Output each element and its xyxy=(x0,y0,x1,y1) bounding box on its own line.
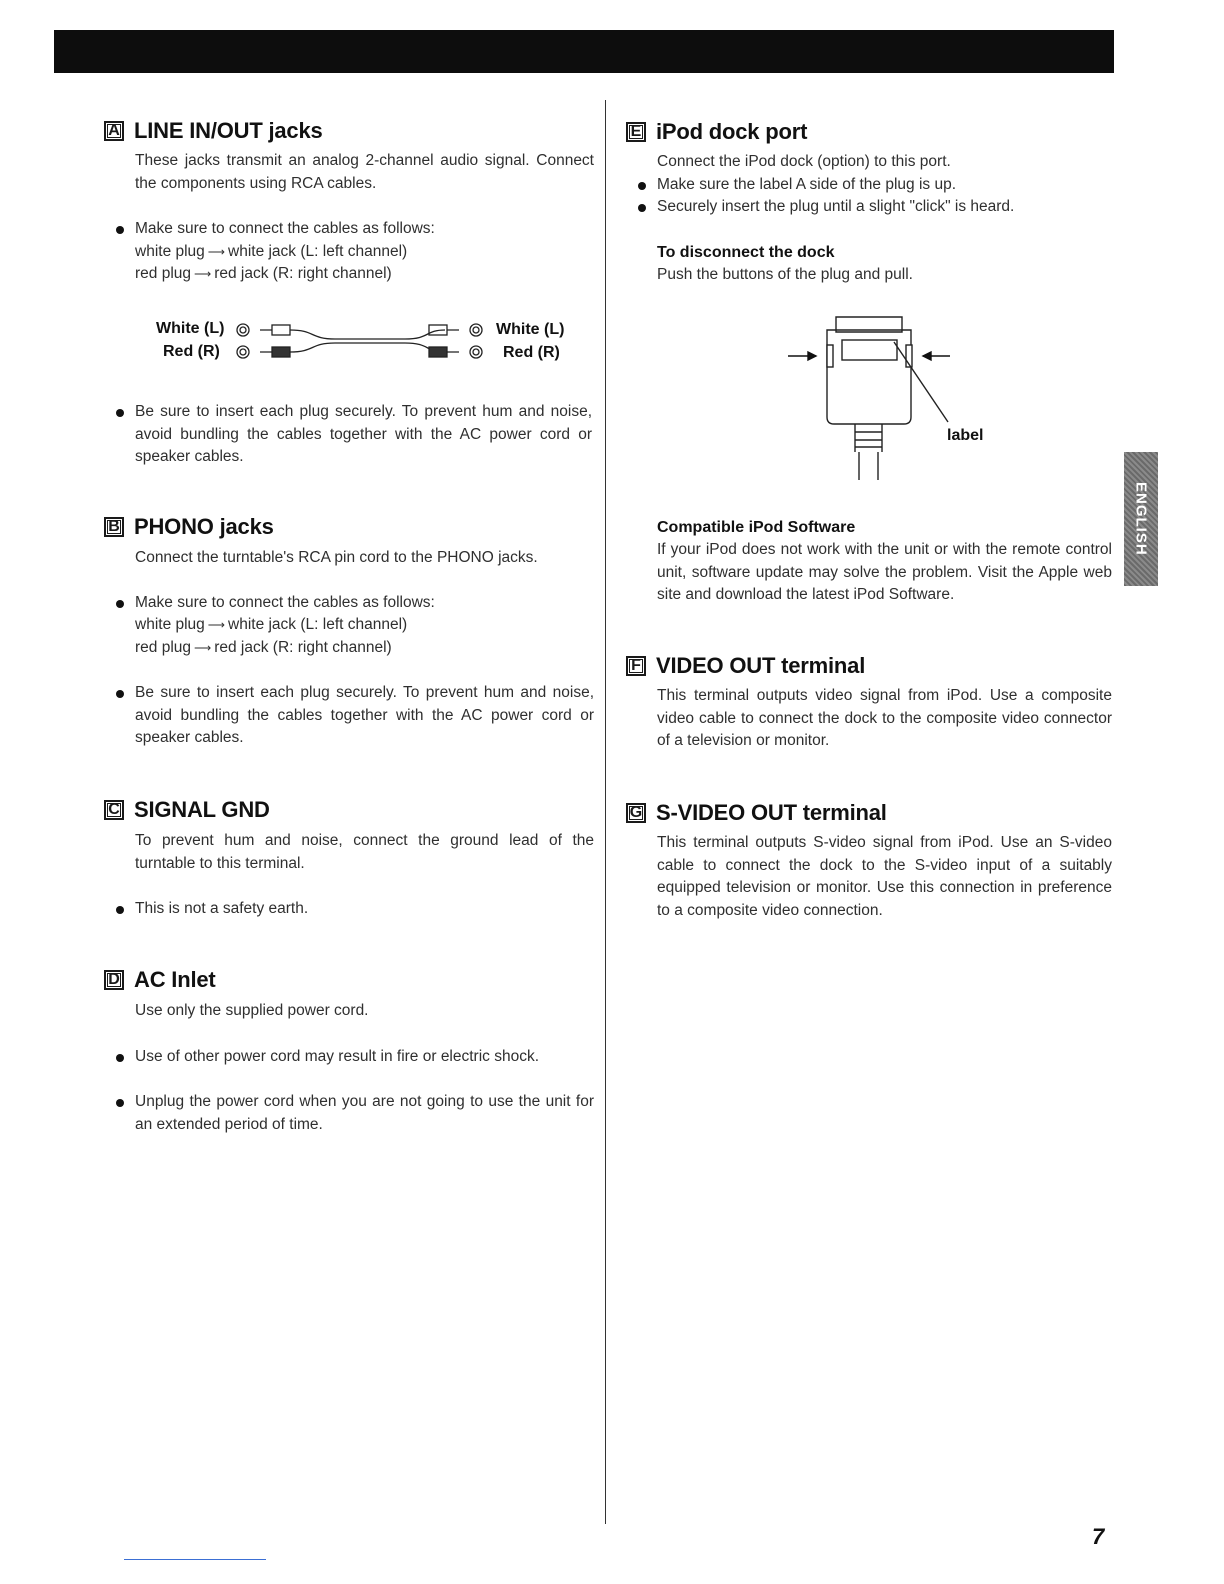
section-s-video-out xyxy=(626,798,1116,922)
section-d-bullet-1: Use of other power cord may result in fire or electric shock. xyxy=(114,1046,594,1069)
section-g-intro: This terminal outputs S-video signal from iPod. Use an S-video cable to connect the dock to the S-video input of a suitably equipped television or monitor. Use this connection in preference to a composite video connection. xyxy=(657,834,1112,919)
section-a-bullet-2-wrap xyxy=(135,401,592,469)
section-title-g: S-VIDEO OUT terminal xyxy=(656,800,887,825)
section-letter-e: E xyxy=(626,122,646,142)
section-f-intro: This terminal outputs video signal from iPod. Use a composite video cable to connect the dock to the composite video connector of a television or monitor. xyxy=(657,687,1112,749)
section-video-out xyxy=(626,651,1116,753)
section-title-a: LINE IN/OUT jacks xyxy=(134,118,323,143)
cable-label-left-white: White (L) xyxy=(156,320,225,337)
compatible-software-text: If your iPod does not work with the unit or with the remote control unit, software update may solve the problem. Visit the Apple web site and download the latest iPod Software. xyxy=(657,541,1112,603)
section-e-intro: Connect the iPod dock (option) to this port. xyxy=(657,153,951,170)
subheading-compatible-software: Compatible iPod Software xyxy=(657,519,856,536)
section-e-bullet-1: Make sure the label A side of the plug is up. xyxy=(636,174,1116,197)
section-letter-b: B xyxy=(104,517,124,537)
rca-cable-illustration xyxy=(150,315,590,375)
section-title-f: VIDEO OUT terminal xyxy=(656,653,866,678)
section-a-bullet-1: Make sure to connect the cables as follows: white plug ⟶ white jack (L: left channel) red plug ⟶ red jack (R: right channel) xyxy=(114,218,594,286)
section-c-intro: To prevent hum and noise, connect the ground lead of the turntable to this terminal. xyxy=(135,832,594,872)
page-number: 7 xyxy=(1092,1524,1105,1549)
section-letter-f: F xyxy=(626,656,646,676)
dock-plug-icon xyxy=(780,312,1020,487)
language-tab xyxy=(1124,452,1158,586)
section-b-bullet-1: Make sure to connect the cables as follows: white plug ⟶ white jack (L: left channel) red plug ⟶ red jack (R: right channel) xyxy=(114,592,594,660)
cable-label-right-white: White (L) xyxy=(496,321,565,338)
header-bar xyxy=(54,30,1114,73)
cable-label-left-red: Red (R) xyxy=(163,343,220,360)
disconnect-dock-text: Push the buttons of the plug and pull. xyxy=(657,265,913,283)
section-title-e: iPod dock port xyxy=(656,119,808,144)
section-letter-d: D xyxy=(104,970,124,990)
column-divider xyxy=(605,100,606,1524)
section-c-bullet-1: This is not a safety earth. xyxy=(114,898,594,921)
compatible-ipod-software xyxy=(657,517,1112,607)
footer-line xyxy=(124,1559,266,1560)
section-a-intro: These jacks transmit an analog 2-channel audio signal. Connect the components using RCA cables. xyxy=(135,152,594,192)
arrow-right-icon: ⟶ xyxy=(207,244,225,259)
section-b-bullet-2: Be sure to insert each plug securely. To prevent hum and noise, avoid bundling the cables together with the AC power cord or speaker cables. xyxy=(114,682,594,750)
language-tab-label: ENGLISH xyxy=(1132,482,1150,556)
section-title-d: AC Inlet xyxy=(134,967,216,992)
arrow-right-icon: ⟶ xyxy=(194,640,212,655)
rca-cable-icon xyxy=(150,315,590,375)
section-title-c: SIGNAL GND xyxy=(134,797,270,822)
section-letter-a: A xyxy=(104,121,124,141)
diagram-label-text: label xyxy=(947,427,984,444)
section-d-bullet-2: Unplug the power cord when you are not going to use the unit for an extended period of time. xyxy=(114,1091,594,1136)
dock-plug-diagram xyxy=(780,312,1020,487)
cable-label-right-red: Red (R) xyxy=(503,344,560,361)
section-a-bullet-2: Be sure to insert each plug securely. To prevent hum and noise, avoid bundling the cables together with the AC power cord or speaker cables. xyxy=(114,401,592,469)
section-e-bullet-2: Securely insert the plug until a slight "click" is heard. xyxy=(636,196,1116,219)
section-letter-c: C xyxy=(104,800,124,820)
section-b-intro: Connect the turntable's RCA pin cord to the PHONO jacks. xyxy=(135,549,538,566)
section-d-intro: Use only the supplied power cord. xyxy=(135,1002,369,1019)
arrow-right-icon: ⟶ xyxy=(194,267,212,281)
section-title-b: PHONO jacks xyxy=(134,514,274,539)
section-signal-gnd xyxy=(104,795,594,921)
arrow-right-icon: ⟶ xyxy=(207,618,225,632)
section-line-in-out xyxy=(104,116,594,286)
section-ac-inlet xyxy=(104,965,594,1136)
section-phono xyxy=(104,512,594,750)
subheading-disconnect-dock: To disconnect the dock xyxy=(657,243,835,261)
section-ipod-dock xyxy=(626,117,1116,286)
section-letter-g: G xyxy=(626,803,646,823)
